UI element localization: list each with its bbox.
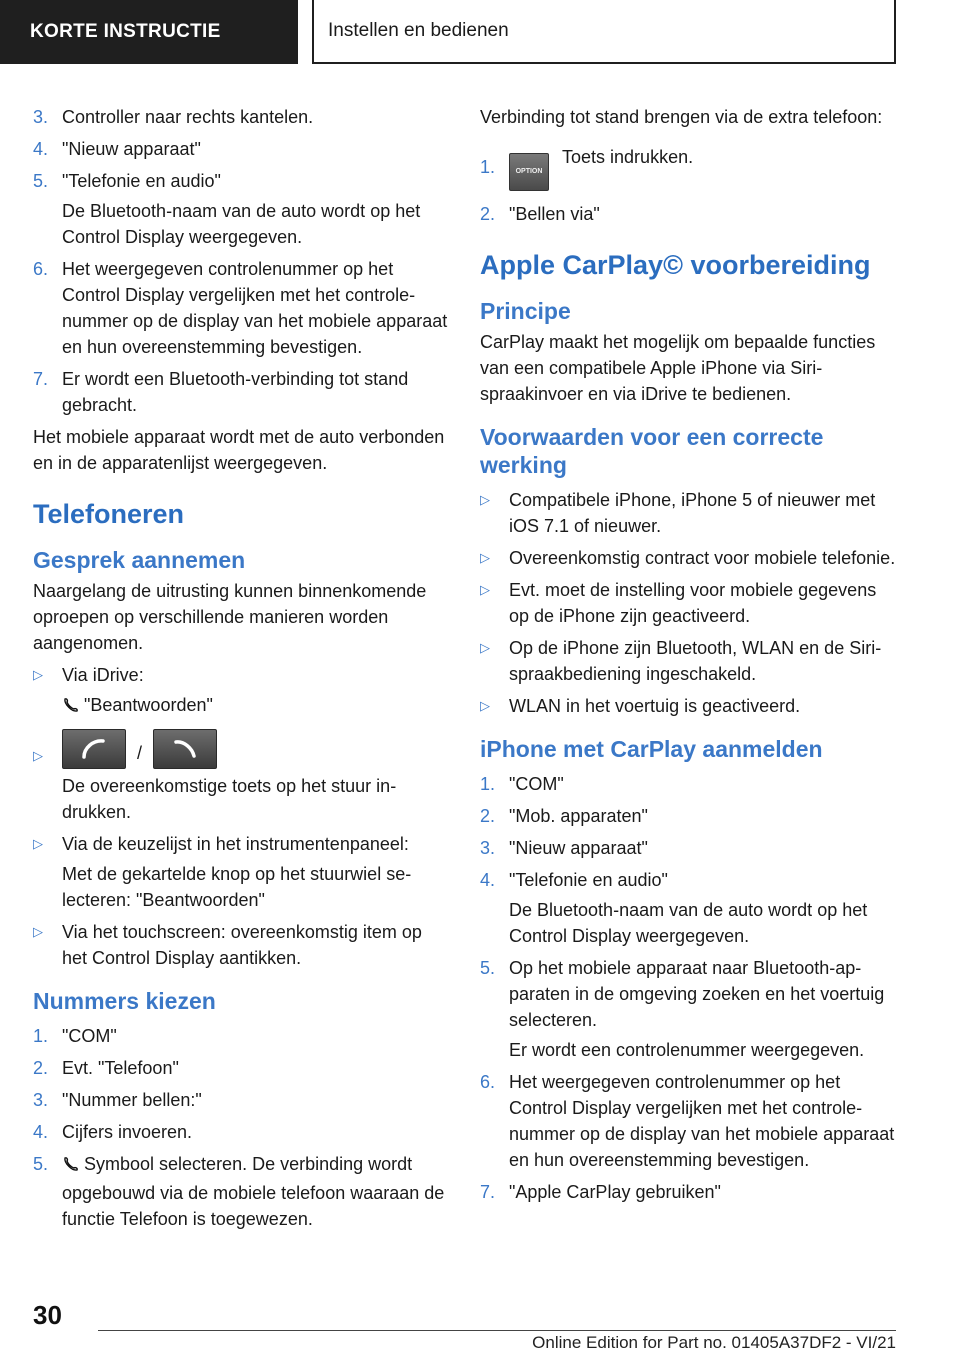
- right-column: [480, 104, 898, 1211]
- bullet-sub: [33, 692, 451, 721]
- page-number: 30: [33, 1300, 62, 1330]
- step-number: 7.: [480, 1182, 496, 1202]
- bullet-item: [33, 729, 451, 769]
- phone-handset-icon: [62, 695, 80, 721]
- footer-rule: [98, 1330, 896, 1331]
- step-item: [480, 144, 898, 191]
- step-note: De Bluetooth-naam van de auto wordt op het Control Display weergegeven.: [509, 900, 868, 946]
- step-item: [33, 136, 451, 162]
- step-text: "Nieuw apparaat": [509, 838, 648, 858]
- step-number: 6.: [33, 259, 49, 279]
- bullet-item: [33, 662, 451, 688]
- paragraph-principe: CarPlay maakt het mogelijk om bepaalde functies van een compatibele Apple iPhone via Siri-spraakinvoer en via iDrive te bedienen.: [480, 332, 876, 404]
- step-text: "Nieuw apparaat": [62, 139, 201, 159]
- step-item: [480, 803, 898, 829]
- separator-text: /: [137, 743, 143, 763]
- step-text: Het weergegeven controlenummer op het Control Display vergelijken met het controlenummer op de display van het mobiele apparaat en hun overeenstemming bevestigen.: [62, 259, 448, 357]
- condition-item: [480, 577, 898, 629]
- section-tab: [0, 0, 298, 64]
- step-item: [33, 1023, 451, 1049]
- step-item: [33, 1151, 451, 1232]
- heading-telefoneren: Telefoneren: [33, 499, 185, 529]
- step-item: [33, 1055, 451, 1081]
- bullet-text: Via iDrive:: [62, 665, 144, 685]
- bullet-triangle-icon: ▷: [480, 640, 490, 655]
- step-text: Toets indrukken.: [562, 147, 694, 167]
- step-text: Op het mobiele apparaat naar Bluetooth-apparaten in de omgeving zoeken en het voertuig selecteren.: [509, 958, 885, 1030]
- step-number: 2.: [480, 204, 496, 224]
- bullet-item: [33, 831, 451, 857]
- left-column: [33, 104, 451, 1238]
- step-number: 4.: [33, 1122, 49, 1142]
- bullet-triangle-icon: ▷: [33, 836, 43, 851]
- heading-voorwaarden: Voorwaarden voor een correcte werking: [480, 424, 824, 478]
- paragraph-connected: Het mobiele apparaat wordt met de auto verbonden en in de apparatenlijst weergegeven.: [33, 427, 445, 473]
- step-number: 2.: [33, 1058, 49, 1078]
- bullet-text: Via de keuzelijst in het instrumentenpaneel:: [62, 834, 409, 854]
- condition-text: WLAN in het voertuig is geactiveerd.: [509, 696, 801, 716]
- step-item: [480, 1069, 898, 1173]
- step-text: Evt. "Telefoon": [62, 1058, 179, 1078]
- step-item: [33, 1119, 451, 1145]
- step-number: 6.: [480, 1072, 496, 1092]
- bullet-triangle-icon: ▷: [480, 492, 490, 507]
- step-number: 1.: [480, 157, 496, 177]
- condition-text: Compatibele iPhone, iPhone 5 of nieuwer met iOS 7.1 of nieuwer.: [509, 490, 876, 536]
- step-number: 5.: [480, 958, 496, 978]
- bullet-item: [33, 919, 451, 971]
- step-text: "Nummer bellen:": [62, 1090, 202, 1110]
- phone-accept-button-icon: [62, 729, 126, 769]
- step-item: [33, 168, 451, 194]
- paragraph-gesprek: Naargelang de uitrusting kunnen binnenkomende oproepen op verschillende manieren worden aangenomen.: [33, 581, 427, 653]
- step-text: "Mob. apparaten": [509, 806, 648, 826]
- step-text: Cijfers invoeren.: [62, 1122, 193, 1142]
- bullet-sub-text: "Beantwoorden": [84, 695, 213, 715]
- bullet-note: Met de gekartelde knop op het stuurwiel selecteren: "Beantwoorden": [62, 864, 412, 910]
- phone-handset-icon: [62, 1154, 80, 1180]
- heading-carplay: Apple CarPlay© voorbereiding: [480, 250, 871, 280]
- bullet-triangle-icon: ▷: [480, 698, 490, 713]
- step-item: [480, 835, 898, 861]
- step-text: "Apple CarPlay gebruiken": [509, 1182, 721, 1202]
- step-item: [480, 1179, 898, 1205]
- step-text: "Telefonie en audio": [62, 171, 221, 191]
- heading-gesprek: Gesprek aannemen: [33, 547, 246, 573]
- step-item: [480, 867, 898, 893]
- heading-nummers: Nummers kiezen: [33, 988, 216, 1014]
- step-number: 4.: [480, 870, 496, 890]
- step-number: 3.: [33, 1090, 49, 1110]
- step-text: Het weergegeven controlenummer op het Control Display vergelijken met het controlenummer op de display van het mobiele apparaat en hun overeenstemming bevestigen.: [509, 1072, 895, 1170]
- step-number: 5.: [33, 1154, 49, 1174]
- step-item: [480, 201, 898, 227]
- step-item: [480, 955, 898, 1033]
- step-item: [33, 366, 451, 418]
- condition-item: [480, 693, 898, 719]
- step-item: [33, 1087, 451, 1113]
- heading-aanmelden: iPhone met CarPlay aanmelden: [480, 736, 823, 762]
- paragraph-extra-phone: Verbinding tot stand brengen via de extra telefoon:: [480, 107, 883, 127]
- condition-item: [480, 487, 898, 539]
- condition-item: [480, 635, 898, 687]
- bullet-triangle-icon: ▷: [480, 550, 490, 565]
- step-text: "COM": [509, 774, 564, 794]
- bullet-triangle-icon: ▷: [33, 748, 43, 763]
- step-number: 4.: [33, 139, 49, 159]
- step-item: [33, 256, 451, 360]
- footer-edition: Online Edition for Part no. 01405A37DF2 - VI/21: [532, 1333, 896, 1352]
- condition-item: [480, 545, 898, 571]
- step-text: Er wordt een Bluetooth-verbinding tot stand gebracht.: [62, 369, 409, 415]
- chapter-tab: [312, 0, 896, 64]
- bullet-text: Via het touchscreen: overeenkomstig item op het Control Display aantikken.: [62, 922, 422, 968]
- heading-principe: Principe: [480, 298, 571, 324]
- step-text: "Bellen via": [509, 204, 600, 224]
- bullet-triangle-icon: ▷: [33, 667, 43, 682]
- section-title: KORTE INSTRUCTIE: [30, 21, 221, 42]
- option-button-icon: OPTION: [509, 153, 549, 191]
- bullet-triangle-icon: ▷: [480, 582, 490, 597]
- step-item: [480, 771, 898, 797]
- condition-text: Overeenkomstig contract voor mobiele telefonie.: [509, 548, 896, 568]
- step-note: De Bluetooth-naam van de auto wordt op het Control Display weergegeven.: [62, 201, 421, 247]
- step-number: 3.: [33, 107, 49, 127]
- bullet-triangle-icon: ▷: [33, 924, 43, 939]
- condition-text: Evt. moet de instelling voor mobiele gegevens op de iPhone zijn geactiveerd.: [509, 580, 877, 626]
- step-text: "Telefonie en audio": [509, 870, 668, 890]
- step-text: Symbool selecteren. De verbinding wordt opgebouwd via de mobiele telefoon waaraan de functie Telefoon is toegewezen.: [62, 1154, 445, 1229]
- step-item: [33, 104, 451, 130]
- step-number: 5.: [33, 171, 49, 191]
- step-text: "COM": [62, 1026, 117, 1046]
- step-number: 7.: [33, 369, 49, 389]
- chapter-title: Instellen en bedienen: [328, 20, 509, 41]
- step-number: 1.: [33, 1026, 49, 1046]
- phone-end-button-icon: [153, 729, 217, 769]
- step-number: 2.: [480, 806, 496, 826]
- bullet-note: De overeenkomstige toets op het stuur indrukken.: [62, 776, 397, 822]
- condition-text: Op de iPhone zijn Bluetooth, WLAN en de Siri-spraakbediening ingeschakeld.: [509, 638, 882, 684]
- step-number: 1.: [480, 774, 496, 794]
- step-note: Er wordt een controlenummer weergegeven.: [509, 1040, 865, 1060]
- step-number: 3.: [480, 838, 496, 858]
- step-text: Controller naar rechts kantelen.: [62, 107, 314, 127]
